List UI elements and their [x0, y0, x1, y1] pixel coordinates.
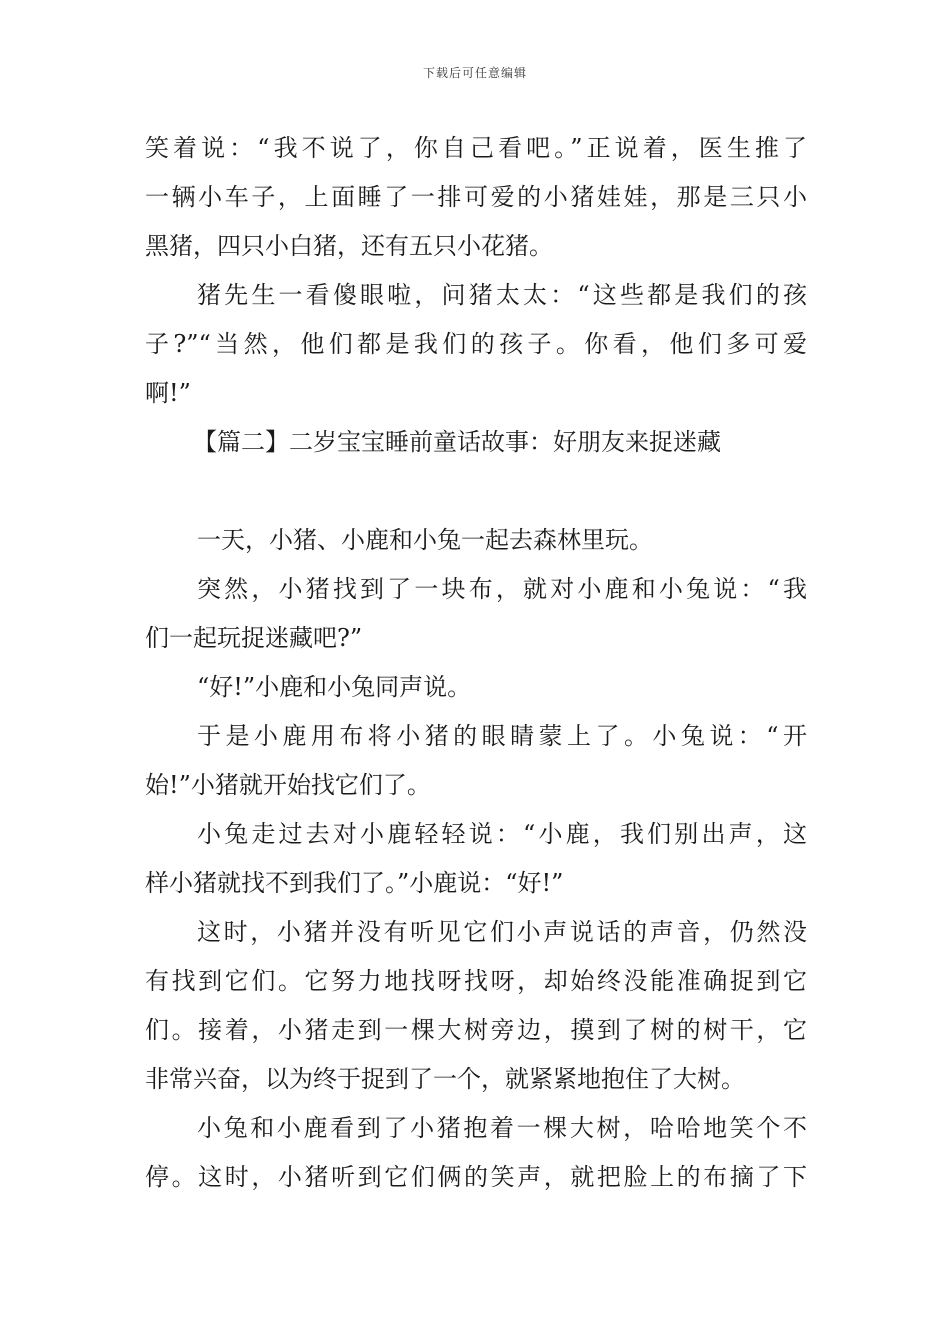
- text-line: 笑着说：“我不说了，你自己看吧。”正说着，医生推了: [145, 134, 807, 162]
- text-line: 啊!”: [145, 379, 191, 407]
- text-line: 猪先生一看傻眼啦，问猪太太：“这些都是我们的孩: [197, 281, 807, 309]
- text-line: “好!”小鹿和小兔同声说。: [197, 673, 472, 701]
- text-line: 一辆小车子，上面睡了一排可爱的小猪娃娃，那是三只小: [145, 183, 807, 211]
- document-body: [145, 124, 807, 1202]
- text-line: 小兔走过去对小鹿轻轻说：“小鹿，我们别出声，这: [197, 820, 807, 848]
- paragraph-gap: [145, 467, 807, 516]
- text-line: 们。接着，小猪走到一棵大树旁边，摸到了树的树干，它: [145, 1016, 807, 1044]
- text-line: 始!”小猪就开始找它们了。: [145, 771, 431, 799]
- text-line: 小兔和小鹿看到了小猪抱着一棵大树，哈哈地笑个不: [197, 1114, 807, 1142]
- text-line: 们一起玩捉迷藏吧?”: [145, 624, 363, 652]
- text-line: 样小猪就找不到我们了。”小鹿说：“好!”: [145, 869, 564, 897]
- text-line: 子?”“当然，他们都是我们的孩子。你看，他们多可爱: [145, 330, 807, 358]
- text-line: 停。这时，小猪听到它们俩的笑声，就把脸上的布摘了下: [145, 1163, 807, 1191]
- text-line: 一天，小猪、小鹿和小兔一起去森林里玩。: [197, 526, 653, 554]
- text-line: 非常兴奋，以为终于捉到了一个，就紧紧地抱住了大树。: [145, 1065, 745, 1093]
- text-line: 突然，小猪找到了一块布，就对小鹿和小兔说：“我: [197, 575, 807, 603]
- text-line: 这时，小猪并没有听见它们小声说话的声音，仍然没: [197, 918, 807, 946]
- text-line: 有找到它们。它努力地找呀找呀，却始终没能准确捉到它: [145, 967, 807, 995]
- text-line: 黑猪，四只小白猪，还有五只小花猪。: [145, 232, 553, 260]
- section-heading: 【篇二】二岁宝宝睡前童话故事：好朋友来捉迷藏: [193, 428, 721, 456]
- page-header: 下载后可任意编辑: [422, 66, 527, 80]
- text-line: 于是小鹿用布将小猪的眼睛蒙上了。小兔说：“开: [197, 722, 807, 750]
